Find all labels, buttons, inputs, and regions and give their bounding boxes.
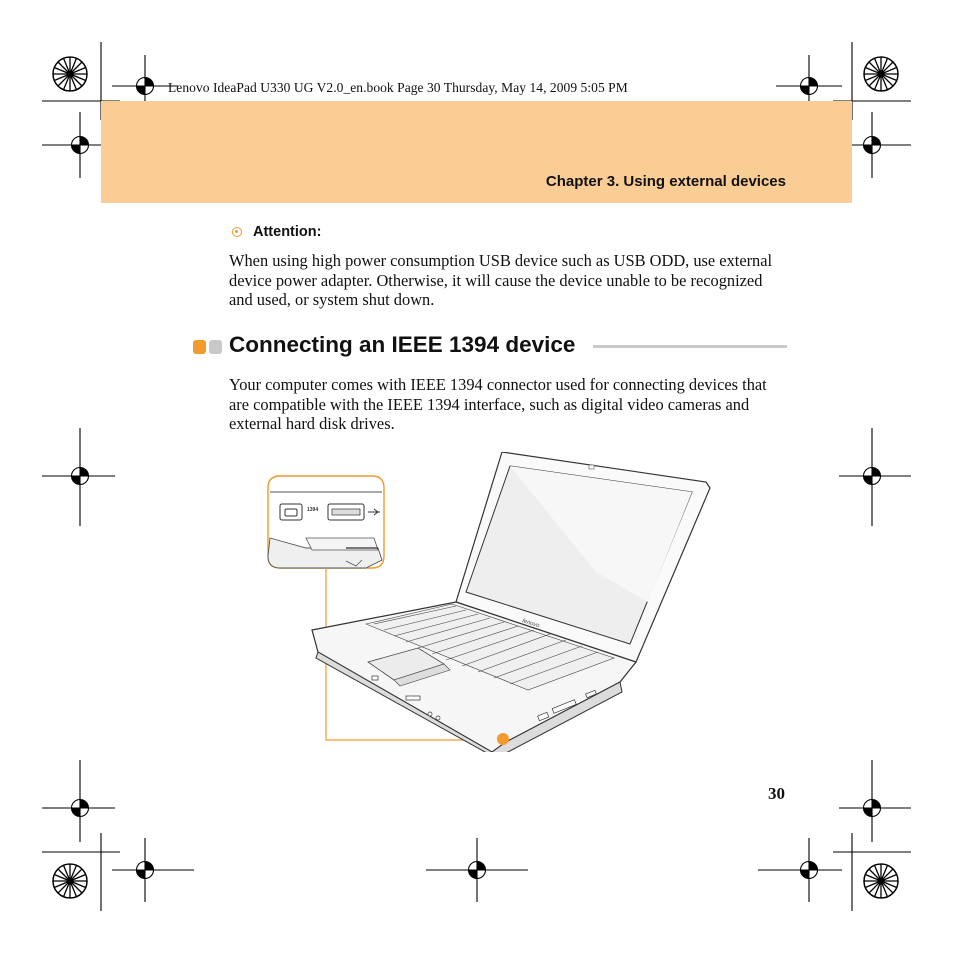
attention-text: When using high power consumption USB device such as USB ODD, use external device power adapter. Otherwise, it will cause the device unable to be recognized and used, or system shut down. [229, 251, 773, 309]
port-closeup-inset [268, 476, 384, 568]
section-bullet-icon [193, 340, 223, 354]
heading-rule [593, 345, 787, 348]
ieee1394-port-highlight [497, 733, 509, 745]
section-heading: Connecting an IEEE 1394 device [229, 332, 576, 357]
attention-icon [232, 227, 242, 237]
brand-label: lenovo [521, 618, 541, 630]
attention-label: Attention: [253, 224, 322, 240]
port-label: 1394 [307, 507, 319, 513]
page-number: 30 [768, 784, 785, 803]
laptop-illustration [266, 452, 726, 752]
section-body: Your computer comes with IEEE 1394 connector used for connecting devices that are compatible with the IEEE 1394 interface, such as digital video cameras and external hard disk drives. [229, 375, 767, 433]
chapter-title: Chapter 3. Using external devices [545, 173, 786, 190]
print-slug: Lenovo IdeaPad U330 UG V2.0_en.book Page 30 Thursday, May 14, 2009 5:05 PM [168, 80, 628, 95]
